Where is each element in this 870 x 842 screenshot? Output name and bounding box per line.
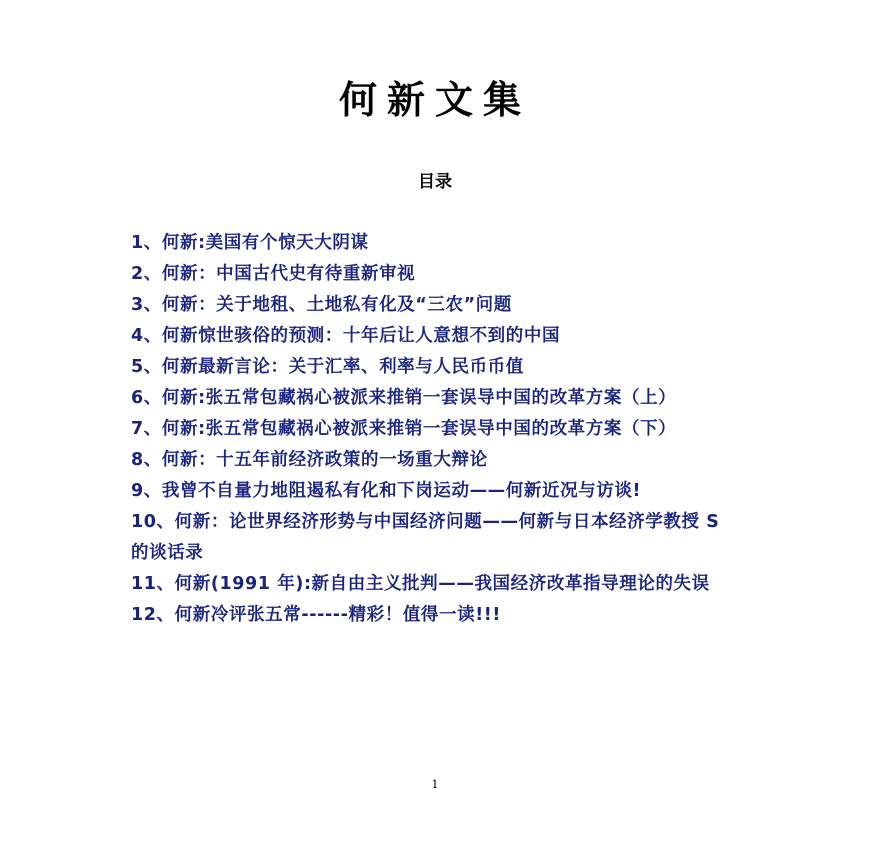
- page-title: 何新文集: [338, 77, 531, 122]
- toc-item-5[interactable]: 5、何新最新言论：关于汇率、利率与人民币币值: [131, 357, 524, 377]
- toc-item-7[interactable]: 7、何新:张五常包藏祸心被派来推销一套误导中国的改革方案（下）: [131, 419, 677, 439]
- toc-item-1[interactable]: 1、何新:美国有个惊天大阴谋: [131, 233, 369, 253]
- toc-item-9[interactable]: 9、我曾不自量力地阻遏私有化和下岗运动——何新近况与访谈!: [131, 481, 642, 501]
- table-of-contents: [131, 228, 743, 631]
- toc-item-6[interactable]: 6、何新:张五常包藏祸心被派来推销一套误导中国的改革方案（上）: [131, 388, 677, 408]
- toc-item-8[interactable]: 8、何新：十五年前经济政策的一场重大辩论: [131, 450, 488, 470]
- toc-item-4[interactable]: 4、何新惊世骇俗的预测：十年后让人意想不到的中国: [131, 326, 561, 346]
- page-number: 1: [431, 778, 439, 791]
- toc-item-3[interactable]: 3、何新：关于地租、土地私有化及“三农”问题: [131, 295, 512, 315]
- toc-item-11[interactable]: 11、何新(1991 年):新自由主义批判——我国经济改革指导理论的失误: [131, 574, 710, 594]
- toc-item-10[interactable]: 10、何新：论世界经济形势与中国经济问题——何新与日本经济学教授 S 的谈话录: [131, 512, 720, 563]
- toc-heading: 目录: [418, 172, 452, 192]
- toc-item-12[interactable]: 12、何新冷评张五常------精彩！值得一读!!!: [131, 605, 501, 625]
- toc-item-2[interactable]: 2、何新：中国古代史有待重新审视: [131, 264, 416, 284]
